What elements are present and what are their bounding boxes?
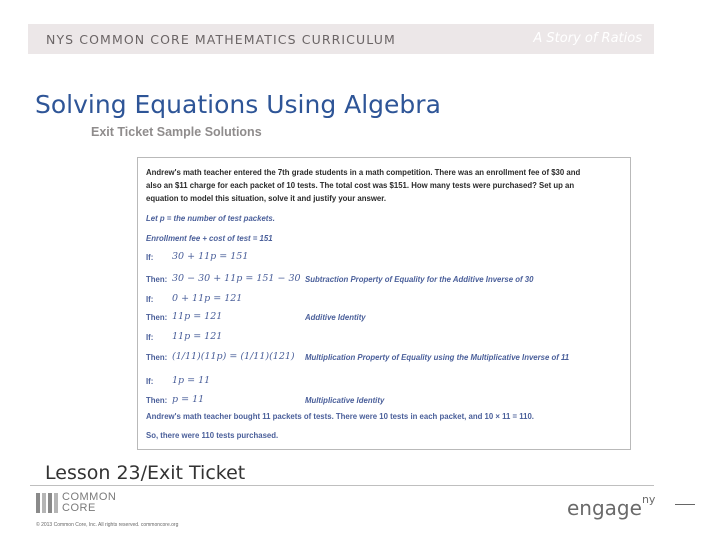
series-label: A Story of Ratios bbox=[533, 31, 642, 46]
logo-line-2: CORE bbox=[62, 502, 96, 514]
solution-box bbox=[137, 157, 631, 450]
logo-line-1: COMMON bbox=[62, 491, 117, 503]
section-subtitle: Exit Ticket Sample Solutions bbox=[91, 125, 262, 139]
conclusion-line-1: Andrew's math teacher bought 11 packets of tests. There were 10 tests in each packet, and 10 × 11 = 110. bbox=[146, 412, 534, 421]
curriculum-label: NYS COMMON CORE MATHEMATICS CURRICULUM bbox=[46, 32, 396, 47]
step-reason: Multiplication Property of Equality using the Multiplicative Inverse of 11 bbox=[305, 353, 570, 362]
step-label: If: bbox=[146, 253, 154, 262]
step-expression: 30 − 30 + 11p = 151 − 30 bbox=[172, 273, 301, 284]
step-reason: Additive Identity bbox=[305, 313, 366, 322]
problem-line-1: Andrew's math teacher entered the 7th grade students in a math competition. There was an enrollment fee of $30 and bbox=[146, 168, 581, 177]
engageny-logo bbox=[567, 493, 656, 520]
step-label: Then: bbox=[146, 313, 168, 322]
problem-line-3: equation to model this situation, solve it and justify your answer. bbox=[146, 194, 387, 203]
page-title: Solving Equations Using Algebra bbox=[35, 90, 441, 119]
problem-line-2: also an $11 charge for each packet of 10 tests. The total cost was $151. How many tests were purchased? Set up an bbox=[146, 181, 575, 190]
step-expression: p = 11 bbox=[172, 394, 205, 405]
step-label: Then: bbox=[146, 275, 168, 284]
engage-text: engage bbox=[567, 496, 642, 520]
footer-dash bbox=[675, 504, 695, 505]
engage-superscript: ny bbox=[641, 493, 656, 507]
step-label: Then: bbox=[146, 353, 168, 362]
step-label: If: bbox=[146, 295, 154, 304]
step-expression: 1p = 11 bbox=[172, 375, 211, 386]
step-reason: Subtraction Property of Equality for the Additive Inverse of 30 bbox=[305, 275, 534, 284]
conclusion-line-2: So, there were 110 tests purchased. bbox=[146, 431, 279, 440]
step-expression: 11p = 121 bbox=[172, 331, 223, 342]
step-label: If: bbox=[146, 333, 154, 342]
step-expression: 11p = 121 bbox=[172, 311, 223, 322]
step-expression: 0 + 11p = 121 bbox=[172, 293, 243, 304]
footer-divider bbox=[30, 485, 654, 486]
step-expression: 30 + 11p = 151 bbox=[172, 251, 249, 262]
common-core-logo-icon bbox=[36, 493, 60, 513]
common-core-logo-text bbox=[62, 492, 116, 514]
let-statement: Let p = the number of test packets. bbox=[146, 214, 275, 223]
header-bar bbox=[28, 24, 654, 54]
step-reason: Multiplicative Identity bbox=[305, 396, 385, 405]
copyright-notice: © 2013 Common Core, Inc. All rights reserved. commoncore.org bbox=[36, 522, 179, 528]
step-label: If: bbox=[146, 377, 154, 386]
step-expression: (1/11)(11p) = (1/11)(121) bbox=[172, 351, 295, 362]
lesson-label: Lesson 23/Exit Ticket bbox=[45, 462, 246, 484]
enrollment-statement: Enrollment fee + cost of test = 151 bbox=[146, 234, 273, 243]
step-label: Then: bbox=[146, 396, 168, 405]
